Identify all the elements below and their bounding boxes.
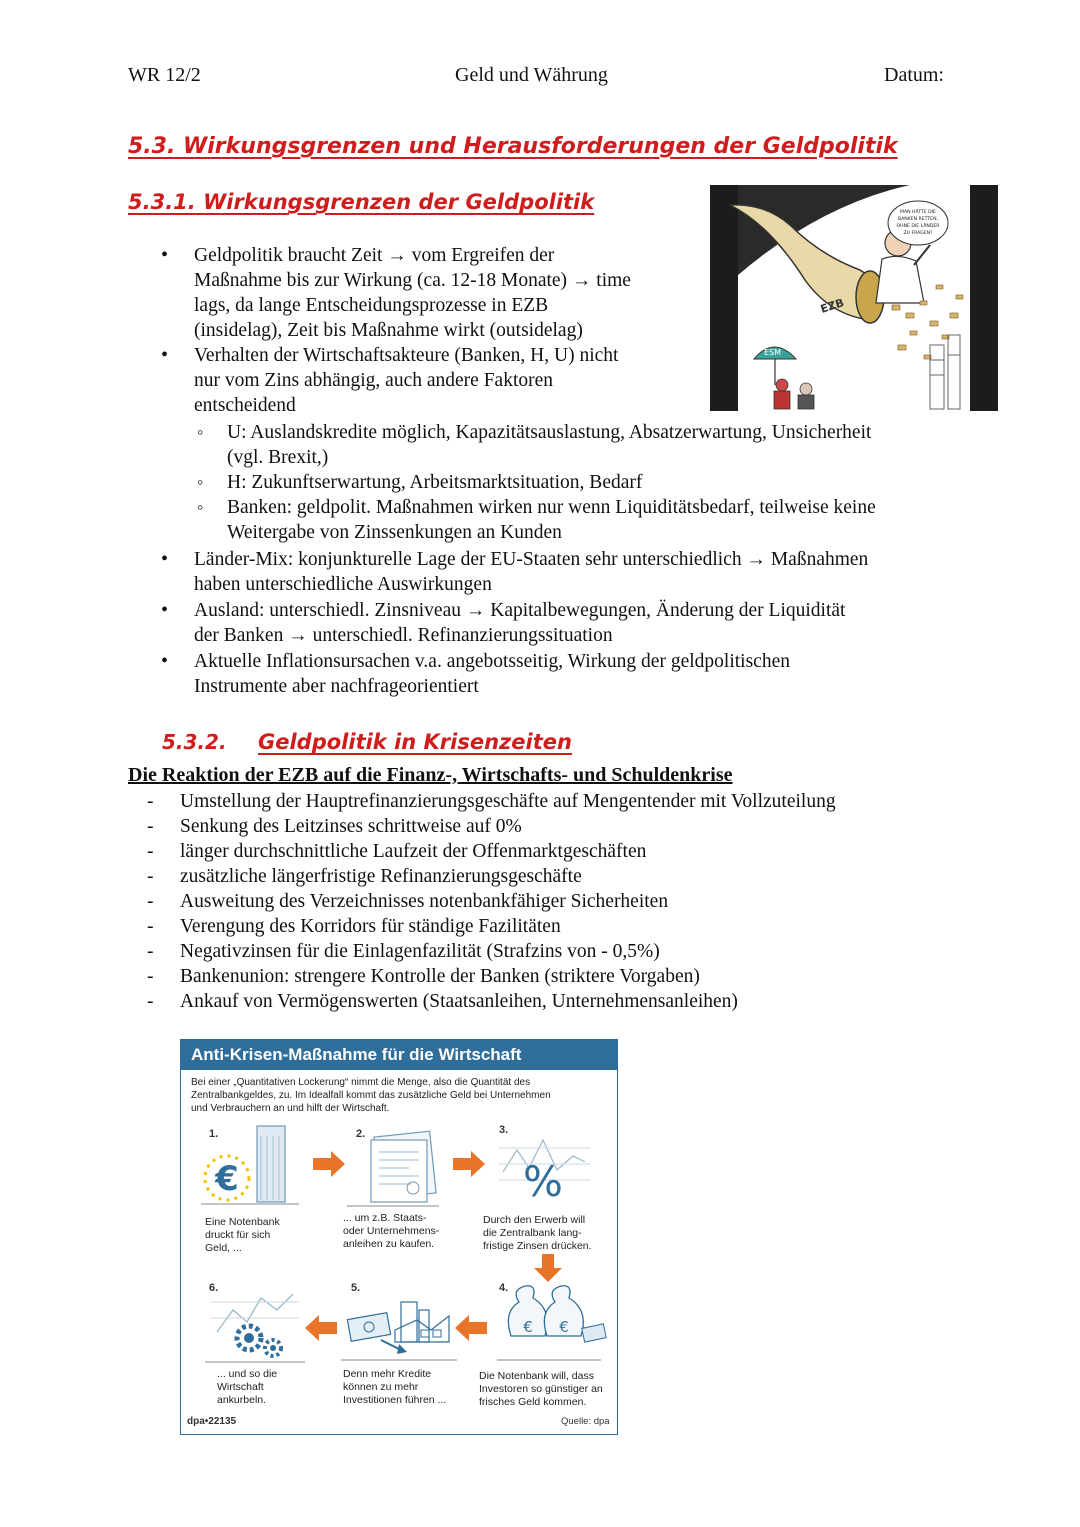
infographic-id: dpa•22135 <box>187 1416 237 1427</box>
arrow-left-icon-2 <box>305 1315 337 1341</box>
step-caption-1: Eine Notenbank druckt für sich Geld, ... <box>205 1216 280 1254</box>
infographic-source: Quelle: dpa <box>561 1416 610 1427</box>
list-item: ◦ U: Auslandskredite möglich, Kapazitätsauslastung, Absatzerwartung, Unsicherheit (vgl. Brexit,) <box>227 420 987 470</box>
credit-factory-icon <box>341 1302 457 1360</box>
header-topic: Geld und Währung <box>455 64 608 86</box>
arrow-left-icon <box>455 1315 487 1341</box>
step-caption-6: ... und so die Wirtschaft ankurbeln. <box>217 1368 278 1406</box>
sub-bullet-list <box>227 420 987 545</box>
list-item: - Umstellung der Hauptrefinanzierungsgeschäfte auf Mengentender mit Vollzuteilung <box>180 789 960 814</box>
step-number-5: 5. <box>351 1282 361 1294</box>
step-number-1: 1. <box>209 1128 219 1140</box>
list-item: - Negativzinsen für die Einlagenfazilität (Strafzins von - 0,5%) <box>180 939 960 964</box>
infographic-intro: Bei einer „Quantitativen Lockerung“ nimmt die Menge, also die Quantität des Zentralbankgeldes, zu. Im Idealfall kommt das zusätzliche Geld bei Unternehmen und Verbrauchern an und hilft der Wirtschaft. <box>191 1077 551 1114</box>
subsection-title-2: Geldpolitik in Krisenzeiten <box>258 730 572 754</box>
step-caption-4: Die Notenbank will, dass Investoren so günstiger an frisches Geld kommen. <box>479 1370 603 1408</box>
list-item: - Verengung des Korridors für ständige Fazilitäten <box>180 914 960 939</box>
arrow-down-icon <box>534 1254 562 1282</box>
step-number-6: 6. <box>209 1282 219 1294</box>
step-caption-2: ... um z.B. Staats- oder Unternehmens- anleihen zu kaufen. <box>343 1212 440 1250</box>
list-item: • Ausland: unterschiedl. Zinsniveau → Kapitalbewegungen, Änderung der Liquidität der Banken → unterschiedl. Refinanzierungssituation <box>194 598 984 648</box>
header-course: WR 12/2 <box>128 64 201 86</box>
speech-line-1: MAN HÄTTE DIE <box>900 210 936 215</box>
step-caption-5: Denn mehr Kredite können zu mehr Investitionen führen ... <box>343 1368 447 1406</box>
step-number-3: 3. <box>499 1124 509 1136</box>
list-item: • Länder-Mix: konjunkturelle Lage der EU-Staaten sehr unterschiedlich → Maßnahmen haben unterschiedliche Auswirkungen <box>194 547 984 597</box>
step-number-2: 2. <box>356 1128 366 1140</box>
percent-icon: % <box>523 1157 563 1206</box>
crisis-measures-list <box>180 789 960 1014</box>
header-date-label: Datum: <box>884 64 944 86</box>
economy-gears-icon <box>205 1294 305 1362</box>
money-bags-icon <box>497 1286 606 1360</box>
arrow-right-icon-2 <box>453 1151 485 1177</box>
crisis-response-heading: Die Reaktion der EZB auf die Finanz-, Wirtschafts- und Schuldenkrise <box>128 764 733 786</box>
list-item: - länger durchschnittliche Laufzeit der Offenmarktgeschäften <box>180 839 960 864</box>
infographic-title: Anti-Krisen-Maßnahme für die Wirtschaft <box>181 1040 617 1070</box>
list-item: • Aktuelle Inflationsursachen v.a. angebotsseitig, Wirkung der geldpolitischen Instrumente aber nachfrageorientiert <box>194 649 984 699</box>
subsection-title-1: 5.3.1. Wirkungsgrenzen der Geldpolitik <box>128 190 595 214</box>
bullet-list-further <box>194 547 984 699</box>
speech-line-3: OHNE DIE LÄNDER <box>896 224 940 229</box>
section-title: 5.3. Wirkungsgrenzen und Herausforderungen der Geldpolitik <box>128 134 898 159</box>
svg-text:€: € <box>559 1318 569 1336</box>
subsection-number-2: 5.3.2. <box>162 730 227 754</box>
bonds-document-icon <box>347 1131 439 1206</box>
svg-text:€: € <box>523 1318 533 1336</box>
speech-line-2: BANKEN RETTEN, <box>898 217 938 222</box>
qe-infographic <box>180 1039 618 1435</box>
list-item: ◦ H: Zukunftserwartung, Arbeitsmarktsituation, Bedarf <box>227 470 987 495</box>
list-item: - Senkung des Leitzinses schrittweise auf 0% <box>180 814 960 839</box>
step-caption-3: Durch den Erwerb will die Zentralbank lang- fristige Zinsen drücken. <box>483 1214 592 1252</box>
euro-tower-icon <box>201 1126 299 1204</box>
list-item: • Geldpolitik braucht Zeit → vom Ergreifen der Maßnahme bis zur Wirkung (ca. 12-18 Monate) → time lags, da lange Entscheidungsprozesse in EZB (insidelag), Zeit bis Maßnahme wirkt (outsidelag) <box>194 243 704 343</box>
percent-chart-icon <box>499 1140 591 1206</box>
list-item: - Ausweitung des Verzeichnisses notenbankfähiger Sicherheiten <box>180 889 960 914</box>
cartoon-drawing <box>710 185 998 411</box>
bullet-list-limits <box>194 243 704 418</box>
arrow-right-icon <box>313 1151 345 1177</box>
list-item: ◦ Banken: geldpolit. Maßnahmen wirken nur wenn Liquiditätsbedarf, teilweise keine Weitergabe von Zinssenkungen an Kunden <box>227 495 987 545</box>
list-item: - Ankauf von Vermögenswerten (Staatsanleihen, Unternehmensanleihen) <box>180 989 960 1014</box>
euro-icon: € <box>215 1159 239 1199</box>
ezb-cartoon <box>710 185 998 411</box>
list-item: - zusätzliche längerfristige Refinanzierungsgeschäfte <box>180 864 960 889</box>
cartoon-umbrella-label: ESM <box>764 348 782 357</box>
list-item: • Verhalten der Wirtschaftsakteure (Banken, H, U) nicht nur vom Zins abhängig, auch andere Faktoren entscheidend <box>194 343 704 418</box>
cartoon-horn-label: EZB <box>818 296 846 316</box>
list-item: - Bankenunion: strengere Kontrolle der Banken (striktere Vorgaben) <box>180 964 960 989</box>
speech-line-4: ZU FRAGEN? <box>903 231 933 236</box>
step-number-4: 4. <box>499 1282 509 1294</box>
